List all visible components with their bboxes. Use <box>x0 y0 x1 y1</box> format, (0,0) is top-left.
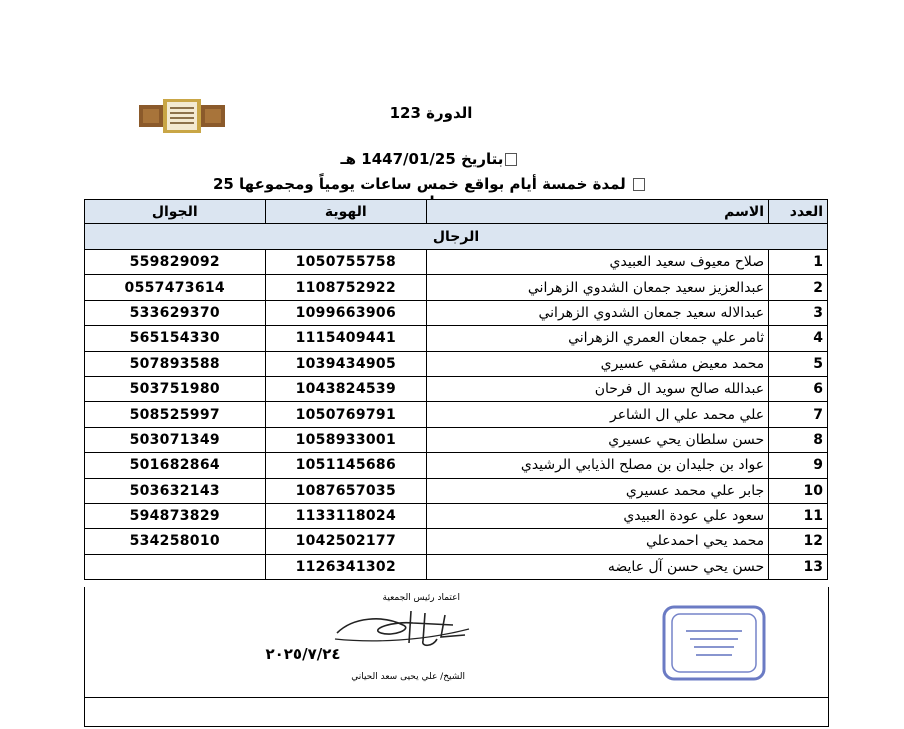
cell-num: 10 <box>769 478 828 503</box>
cell-phone: 501682864 <box>85 453 266 478</box>
cell-name: حسن يحي حسن آل عايضه <box>427 554 769 579</box>
cell-id: 1051145686 <box>265 453 427 478</box>
course-date: بتاريخ 1447/01/25 هـ <box>330 150 530 168</box>
table-row <box>85 453 828 478</box>
table-row <box>85 554 828 579</box>
table-row <box>85 376 828 401</box>
table-row <box>85 402 828 427</box>
cell-name: عبدالاله سعيد جمعان الشدوي الزهراني <box>427 300 769 325</box>
participants-table <box>84 199 828 580</box>
signature-date: ٢٠٢٥/٧/٢٤ <box>265 645 341 663</box>
table-row <box>85 503 828 528</box>
cell-num: 3 <box>769 300 828 325</box>
table-row <box>85 427 828 452</box>
cell-num: 7 <box>769 402 828 427</box>
cell-phone: 507893588 <box>85 351 266 376</box>
approval-label: اعتماد رئيس الجمعية <box>382 593 460 603</box>
cell-id: 1042502177 <box>265 529 427 554</box>
signature-image <box>333 603 473 651</box>
cell-phone: 503632143 <box>85 478 266 503</box>
cell-num: 1 <box>769 250 828 275</box>
cell-id: 1126341302 <box>265 554 427 579</box>
sheikh-name: الشيخ/ علي يحيى سعد الحياني <box>351 672 465 682</box>
column-header-phone: الجوال <box>85 200 266 224</box>
column-header-name: الاسم <box>427 200 769 224</box>
column-header-id: الهوية <box>265 200 427 224</box>
cell-num: 12 <box>769 529 828 554</box>
cell-num: 6 <box>769 376 828 401</box>
cell-id: 1039434905 <box>265 351 427 376</box>
cell-id: 1058933001 <box>265 427 427 452</box>
cell-phone: 559829092 <box>85 250 266 275</box>
section-label: الرجال <box>85 224 828 250</box>
cell-name: ثامر علي جمعان العمري الزهراني <box>427 326 769 351</box>
cell-phone: 534258010 <box>85 529 266 554</box>
table-row <box>85 478 828 503</box>
cell-phone: 533629370 <box>85 300 266 325</box>
cell-phone: 508525997 <box>85 402 266 427</box>
footer-divider <box>84 697 828 698</box>
cell-phone: 0557473614 <box>85 275 266 300</box>
cell-phone: 503751980 <box>85 376 266 401</box>
cell-id: 1087657035 <box>265 478 427 503</box>
cell-phone <box>85 554 266 579</box>
cell-name: صلاح معيوف سعيد العبيدي <box>427 250 769 275</box>
cell-num: 5 <box>769 351 828 376</box>
association-logo <box>139 99 225 133</box>
cell-id: 1050769791 <box>265 402 427 427</box>
cell-num: 2 <box>769 275 828 300</box>
cell-id: 1108752922 <box>265 275 427 300</box>
cell-num: 8 <box>769 427 828 452</box>
cell-id: 1043824539 <box>265 376 427 401</box>
cell-name: جابر علي محمد عسيري <box>427 478 769 503</box>
placeholder-box-icon <box>633 178 645 191</box>
cell-name: عواد بن جليدان بن مصلح الذيابي الرشيدي <box>427 453 769 478</box>
cell-id: 1133118024 <box>265 503 427 528</box>
table-row <box>85 300 828 325</box>
cell-name: سعود علي عودة العبيدي <box>427 503 769 528</box>
cell-name: محمد معيض مشقي عسيري <box>427 351 769 376</box>
table-row <box>85 250 828 275</box>
section-row <box>85 224 828 250</box>
cell-name: عبدالعزيز سعيد جمعان الشدوي الزهراني <box>427 275 769 300</box>
cell-num: 4 <box>769 326 828 351</box>
cell-id: 1099663906 <box>265 300 427 325</box>
column-header-num: العدد <box>769 200 828 224</box>
table-row <box>85 275 828 300</box>
cell-name: علي محمد علي ال الشاعر <box>427 402 769 427</box>
table-row <box>85 326 828 351</box>
cell-phone: 594873829 <box>85 503 266 528</box>
cell-name: عبدالله صالح سويد ال فرحان <box>427 376 769 401</box>
cell-name: حسن سلطان يحي عسيري <box>427 427 769 452</box>
table-row <box>85 351 828 376</box>
cell-name: محمد يحي احمدعلي <box>427 529 769 554</box>
cell-id: 1115409441 <box>265 326 427 351</box>
cell-num: 9 <box>769 453 828 478</box>
official-stamp <box>660 603 768 683</box>
cell-num: 13 <box>769 554 828 579</box>
course-duration: لمدة خمسة أيام بواقع خمس ساعات يومياً ومجموعها 25 <box>200 175 660 211</box>
table-header-row <box>85 200 828 224</box>
cell-phone: 565154330 <box>85 326 266 351</box>
cell-phone: 503071349 <box>85 427 266 452</box>
table-row <box>85 529 828 554</box>
placeholder-box-icon <box>505 153 517 166</box>
cell-id: 1050755758 <box>265 250 427 275</box>
cell-num: 11 <box>769 503 828 528</box>
